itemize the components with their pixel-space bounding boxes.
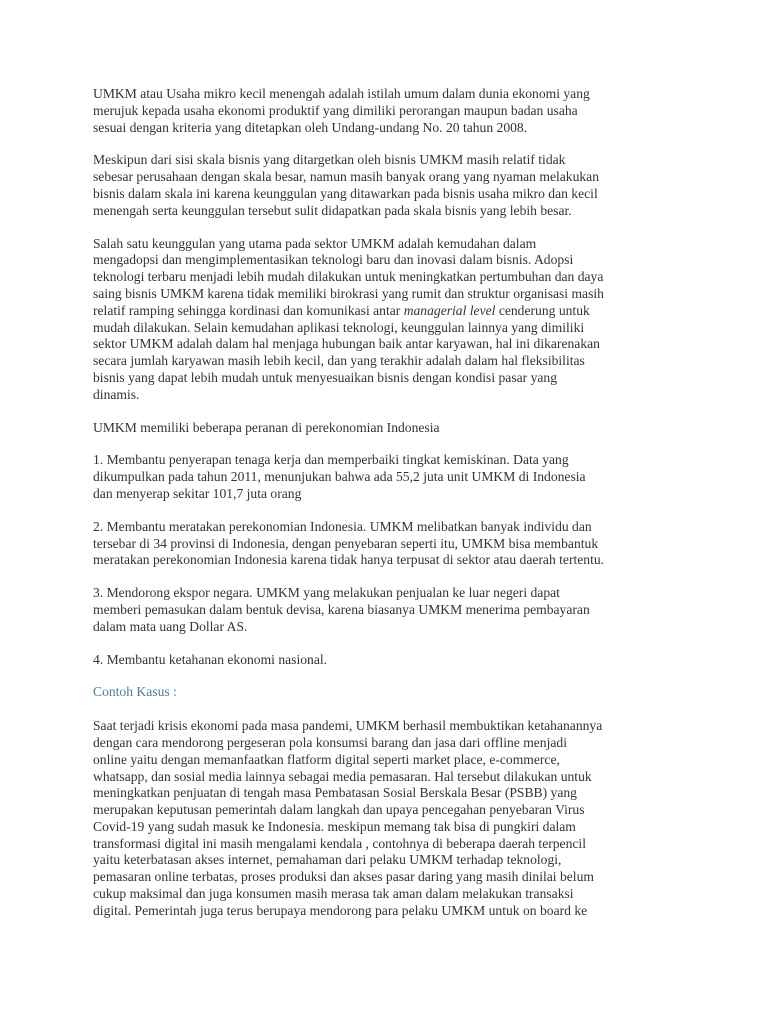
- paragraph-umkm-roles-intro: UMKM memiliki beberapa peranan di perekonomian Indonesia: [93, 419, 440, 435]
- list-item-role-1: 1. Membantu penyerapan tenaga kerja dan memperbaiki tingkat kemiskinan. Data yang dikumpulkan pada tahun 2011, menunjukan bahwa ada 55,2 juta unit UMKM di Indonesia dan menyerap sekitar 101,7 juta orang: [93, 452, 586, 501]
- list-item-role-2: 2. Membantu meratakan perekonomian Indonesia. UMKM melibatkan banyak individu dan tersebar di 34 provinsi di Indonesia, dengan penyebaran seperti itu, UMKM bisa membantuk meratakan perekonomian Indonesia karena tidak hanya terpusat di sektor atau daerah tertentu.: [93, 518, 605, 568]
- paragraph-advantages-part-1: Salah satu keunggulan yang utama pada sektor UMKM adalah kemudahan dalam mengadopsi dan mengimplementasikan teknologi baru dan inovasi dalam bisnis. Adopsi teknologi terbaru menjadi lebih mudah dilakukan untuk meningkatkan pertumbuhan dan daya saing bisnis UMKM karena tidak memiliki birokrasi yang rumit dan struktur organisasi masih relatif ramping sehingga kordinasi dan komunikasi antar: [93, 235, 604, 318]
- paragraph-case-study: Saat terjadi krisis ekonomi pada masa pandemi, UMKM berhasil membuktikan ketahanannya dengan cara mendorong pergeseran pola konsumsi barang dan jasa dari offline menjadi online yaitu dengan memanfaatkan flatform digital seperti market place, e-commerce, whatsapp, dan sosial media lainnya sebagai media pemasaran. Hal tersebut dilakukan untuk meningkatkan penjuatan di tengah masa Pembatasan Sosial Berskala Besar (PSBB) yang merupakan keputusan pemerintah dalam langkah dan upaya pencegahan penyebaran Virus Covid-19 yang sudah masuk ke Indonesia. meskipun memang tak bisa di pungkiri dalam transformasi digital ini masih mengalami kendala , contohnya di beberapa daerah terpencil yaitu keterbatasan akses internet, pemahaman dari pelaku UMKM terhadap teknologi, pemasaran online terbatas, proses produksi dan akses pasar daring yang masih dinilai belum cukup maksimal dan juga konsumen masih merasa tak aman dalam melakukan transaksi digital. Pemerintah juga terus berupaya mendorong para pelaku UMKM untuk on board ke: [93, 718, 603, 918]
- document-page: [93, 86, 683, 936]
- managerial-level-emphasis: managerial level: [403, 302, 496, 318]
- paragraph-umkm-definition: UMKM atau Usaha mikro kecil menengah adalah istilah umum dalam dunia ekonomi yang merujuk kepada usaha ekonomi produktif yang dimiliki perorangan maupun badan usaha sesuai dengan kriteria yang ditetapkan oleh Undang-undang No. 20 tahun 2008.: [93, 86, 590, 135]
- list-item-role-4: 4. Membantu ketahanan ekonomi nasional.: [93, 651, 328, 667]
- list-item-role-3: 3. Mendorong ekspor negara. UMKM yang melakukan penjualan ke luar negeri dapat memberi pemasukan dalam bentuk devisa, karena biasanya UMKM menerima pembayaran dalam mata uang Dollar AS.: [93, 585, 590, 634]
- heading-case-study: Contoh Kasus :: [93, 684, 177, 700]
- paragraph-umkm-scale: Meskipun dari sisi skala bisnis yang ditargetkan oleh bisnis UMKM masih relatif tidak sebesar perusahaan dengan skala besar, namun masih banyak orang yang nyaman melakukan bisnis dalam skala ini karena keunggulan yang ditawarkan pada bisnis usaha mikro dan kecil menengah serta keunggulan tersebut sulit didapatkan pada skala bisnis yang lebih besar.: [93, 152, 600, 218]
- paragraph-umkm-advantages: [93, 236, 683, 404]
- paragraph-advantages-part-2: cenderung untuk mudah dilakukan. Selain kemudahan aplikasi teknologi, keunggulan lainnya yang dimiliki sektor UMKM adalah dalam hal menjaga hubungan baik antar karyawan, hal ini dikarenakan secara jumlah karyawan masih lebih kecil, dan yang terakhir adalah dalam hal fleksibilitas bisnis yang dapat lebih mudah untuk menyesuaikan bisnis dengan kondisi pasar yang dinamis.: [93, 302, 600, 402]
